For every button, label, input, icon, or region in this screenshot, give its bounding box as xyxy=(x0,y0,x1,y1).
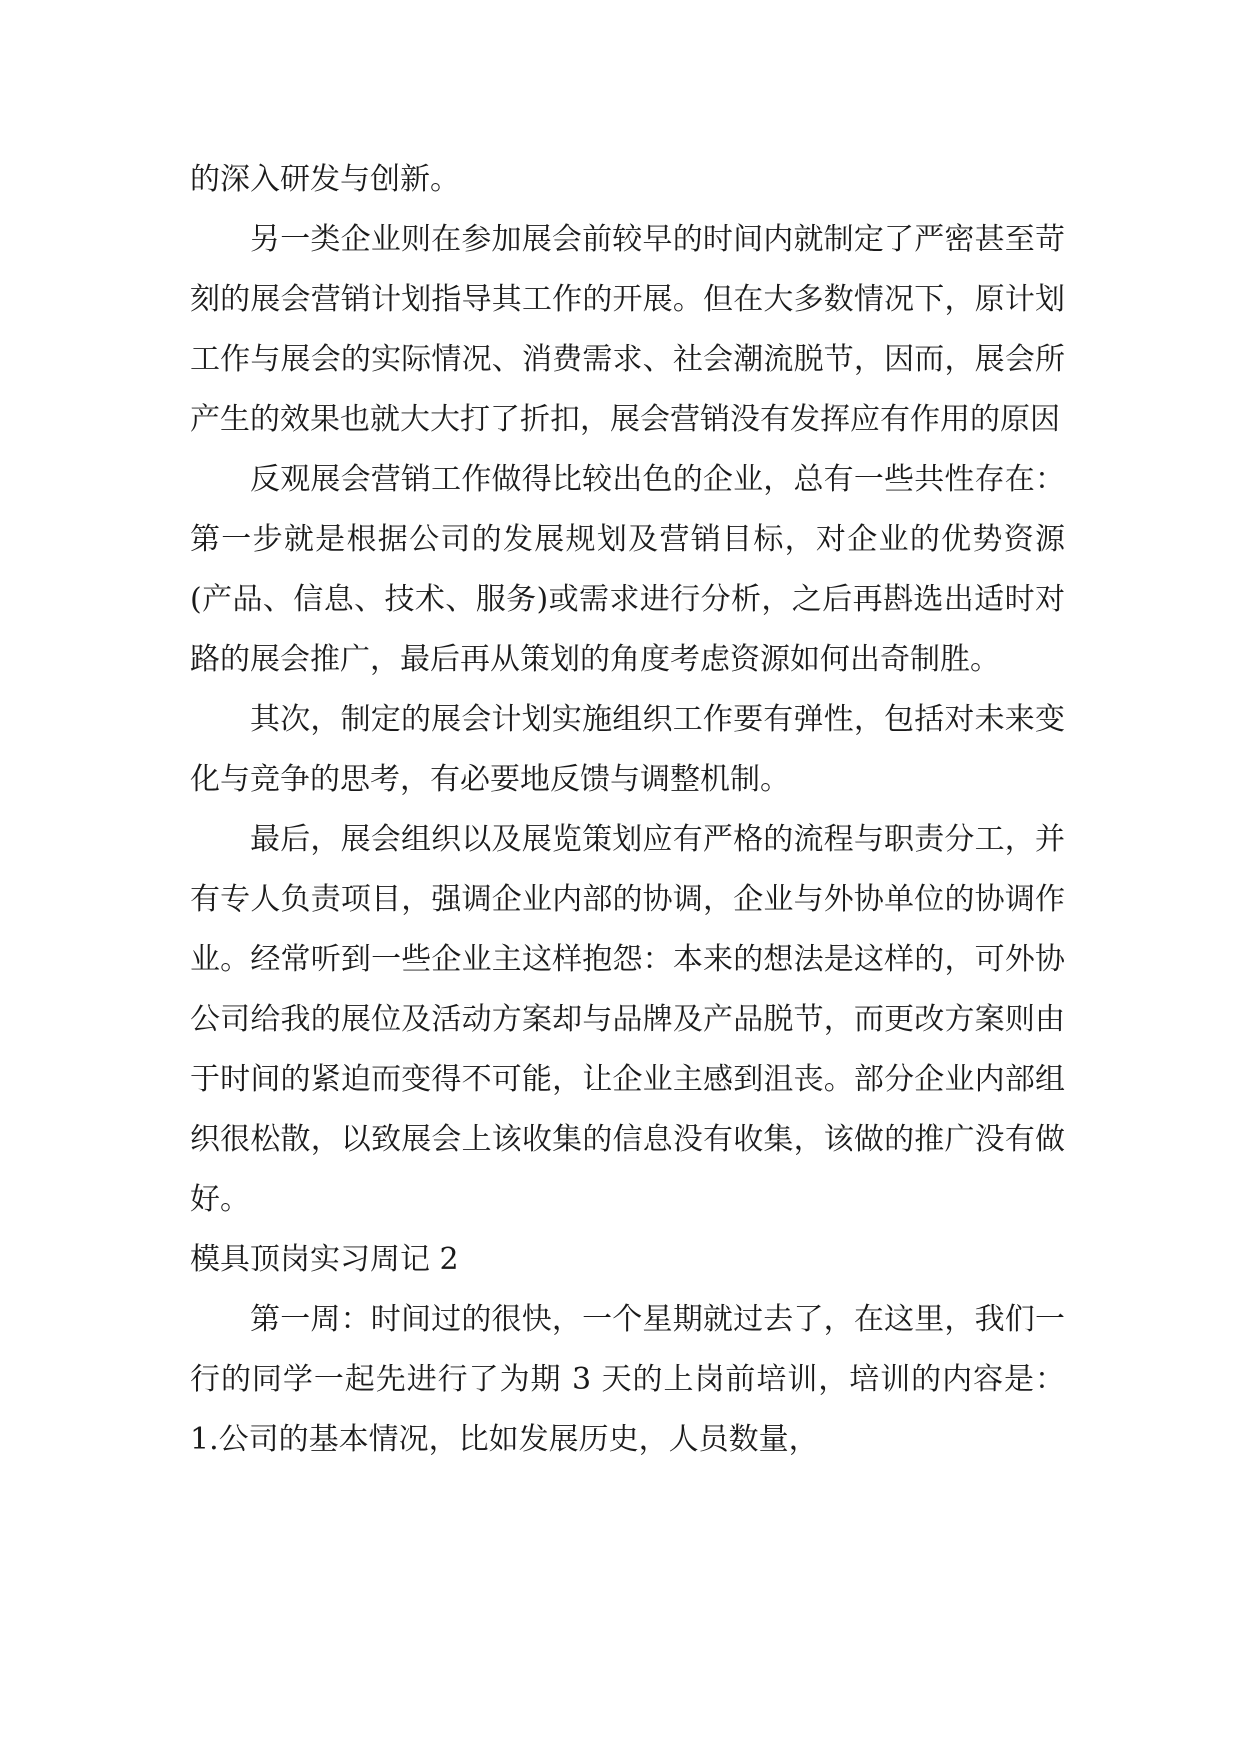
paragraph: 其次，制定的展会计划实施组织工作要有弹性，包括对未来变化与竞争的思考，有必要地反馈与调整机制。 xyxy=(190,702,1065,797)
paragraph: 反观展会营销工作做得比较出色的企业，总有一些共性存在：第一步就是根据公司的发展规划及营销目标，对企业的优势资源(产品、信息、技术、服务)或需求进行分析，之后再斟选出适时对路的展会推广，最后再从策划的角度考虑资源如何出奇制胜。 xyxy=(190,462,1065,677)
paragraph: 第一周：时间过的很快，一个星期就过去了，在这里，我们一行的同学一起先进行了为期 3 天的上岗前培训，培训的内容是：1.公司的基本情况，比如发展历史，人员数量， xyxy=(190,1302,1065,1457)
document-page xyxy=(190,150,1065,1470)
paragraph-continuation: 的深入研发与创新。 xyxy=(190,162,460,197)
paragraph: 最后，展会组织以及展览策划应有严格的流程与职责分工，并有专人负责项目，强调企业内部的协调，企业与外协单位的协调作业。经常听到一些企业主这样抱怨：本来的想法是这样的，可外协公司给我的展位及活动方案却与品牌及产品脱节，而更改方案则由于时间的紧迫而变得不可能，让企业主感到沮丧。部分企业内部组织很松散，以致展会上该收集的信息没有收集，该做的推广没有做好。 xyxy=(190,822,1065,1217)
paragraph: 另一类企业则在参加展会前较早的时间内就制定了严密甚至苛刻的展会营销计划指导其工作的开展。但在大多数情况下，原计划工作与展会的实际情况、消费需求、社会潮流脱节，因而，展会所产生的效果也就大大打了折扣，展会营销没有发挥应有作用的原因 xyxy=(190,222,1065,437)
section-heading: 模具顶岗实习周记 2 xyxy=(190,1242,459,1277)
